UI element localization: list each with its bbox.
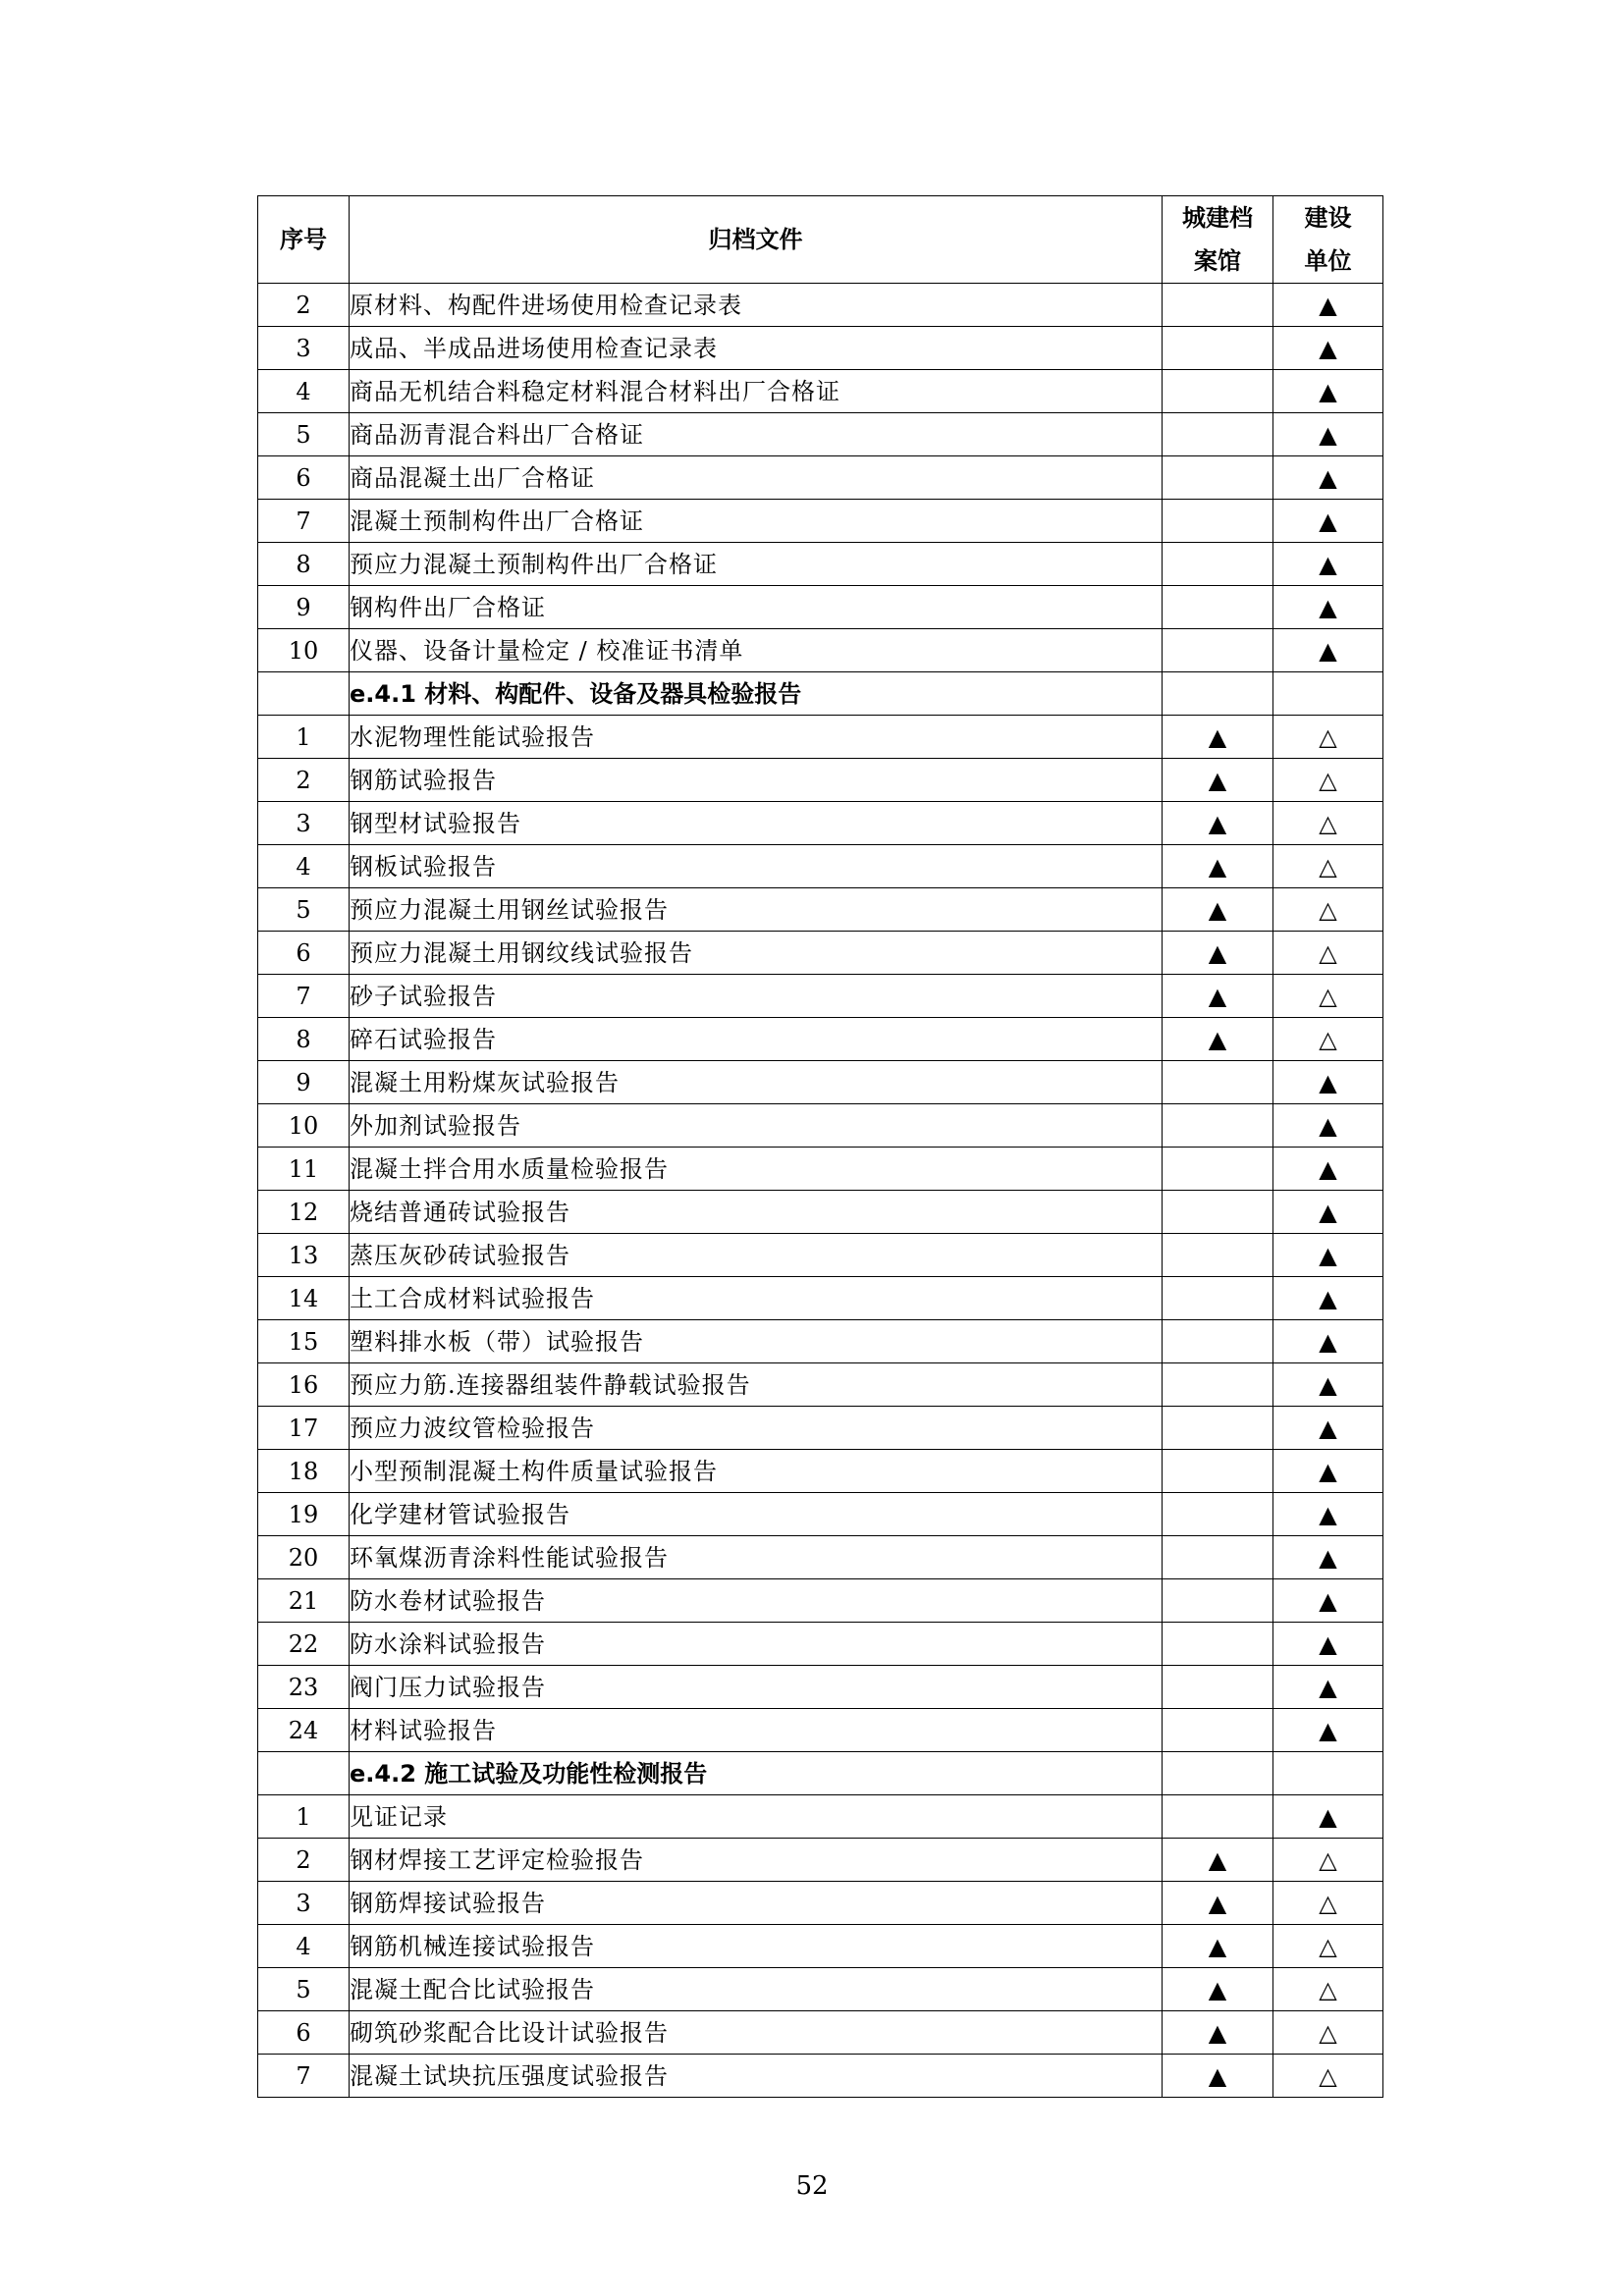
row-build-unit-mark: △ [1273,759,1383,802]
row-city-archive-mark [1163,1493,1273,1536]
table-row [258,1623,1383,1666]
row-build-unit-mark: ▲ [1273,1407,1383,1450]
row-build-unit-mark: △ [1273,845,1383,888]
row-seq-cell: 22 [258,1623,350,1666]
row-seq-cell: 23 [258,1666,350,1709]
table-row [258,1234,1383,1277]
row-seq-cell: 13 [258,1234,350,1277]
table-row [258,1148,1383,1191]
row-build-unit-mark: ▲ [1273,327,1383,370]
row-city-archive-mark [1163,370,1273,413]
row-city-archive-mark: ▲ [1163,845,1273,888]
row-document-cell: 钢型材试验报告 [350,802,1163,845]
table-row [258,1882,1383,1925]
row-build-unit-mark [1273,672,1383,716]
table-row [258,1925,1383,1968]
row-city-archive-mark: ▲ [1163,1839,1273,1882]
row-build-unit-mark: △ [1273,888,1383,932]
row-build-unit-mark: ▲ [1273,1450,1383,1493]
row-document-cell: 水泥物理性能试验报告 [350,716,1163,759]
header-build-unit-line2: 单位 [1304,247,1352,275]
table-row [258,1493,1383,1536]
table-row [258,759,1383,802]
table-row [258,1104,1383,1148]
table-row [258,1018,1383,1061]
row-build-unit-mark: ▲ [1273,1363,1383,1407]
row-city-archive-mark [1163,1407,1273,1450]
row-city-archive-mark: ▲ [1163,1925,1273,1968]
row-document-cell: 预应力混凝土预制构件出厂合格证 [350,543,1163,586]
table-row [258,1968,1383,2011]
row-build-unit-mark: △ [1273,1018,1383,1061]
row-seq-cell: 1 [258,716,350,759]
table-row [258,586,1383,629]
row-build-unit-mark [1273,1752,1383,1795]
row-seq-cell: 10 [258,629,350,672]
row-build-unit-mark: ▲ [1273,1148,1383,1191]
table-header-row [258,196,1383,284]
row-city-archive-mark [1163,672,1273,716]
row-city-archive-mark [1163,1234,1273,1277]
table-body [258,284,1383,2098]
row-build-unit-mark: △ [1273,802,1383,845]
table-row [258,543,1383,586]
row-city-archive-mark [1163,1148,1273,1191]
row-build-unit-mark: △ [1273,932,1383,975]
row-build-unit-mark: ▲ [1273,543,1383,586]
row-document-cell: 预应力筋.连接器组装件静载试验报告 [350,1363,1163,1407]
archive-table [257,195,1383,2098]
row-document-cell: e.4.2 施工试验及功能性检测报告 [350,1752,1163,1795]
row-document-cell: 混凝土试块抗压强度试验报告 [350,2055,1163,2098]
row-document-cell: 商品混凝土出厂合格证 [350,456,1163,500]
row-city-archive-mark [1163,1752,1273,1795]
row-city-archive-mark: ▲ [1163,975,1273,1018]
table-row [258,932,1383,975]
row-seq-cell: 20 [258,1536,350,1579]
row-document-cell: 钢筋焊接试验报告 [350,1882,1163,1925]
table-row [258,284,1383,327]
row-seq-cell: 3 [258,327,350,370]
row-document-cell: 土工合成材料试验报告 [350,1277,1163,1320]
row-city-archive-mark [1163,1579,1273,1623]
row-city-archive-mark [1163,1277,1273,1320]
row-build-unit-mark: ▲ [1273,586,1383,629]
table-row [258,1450,1383,1493]
row-document-cell: 小型预制混凝土构件质量试验报告 [350,1450,1163,1493]
row-document-cell: 烧结普通砖试验报告 [350,1191,1163,1234]
row-city-archive-mark: ▲ [1163,802,1273,845]
header-city-archive [1163,196,1273,284]
table-row [258,629,1383,672]
row-city-archive-mark: ▲ [1163,1968,1273,2011]
row-document-cell: 钢筋机械连接试验报告 [350,1925,1163,1968]
header-build-unit [1273,196,1383,284]
row-build-unit-mark: ▲ [1273,1061,1383,1104]
row-build-unit-mark: ▲ [1273,1320,1383,1363]
row-document-cell: 碎石试验报告 [350,1018,1163,1061]
row-city-archive-mark [1163,1061,1273,1104]
table-row [258,1795,1383,1839]
row-build-unit-mark: ▲ [1273,456,1383,500]
row-build-unit-mark: ▲ [1273,1795,1383,1839]
row-document-cell: 混凝土拌合用水质量检验报告 [350,1148,1163,1191]
row-build-unit-mark: ▲ [1273,1277,1383,1320]
row-seq-cell: 7 [258,500,350,543]
row-city-archive-mark [1163,327,1273,370]
row-seq-cell: 19 [258,1493,350,1536]
row-seq-cell: 3 [258,802,350,845]
row-city-archive-mark: ▲ [1163,2055,1273,2098]
row-city-archive-mark [1163,284,1273,327]
row-city-archive-mark [1163,1191,1273,1234]
row-build-unit-mark: △ [1273,2055,1383,2098]
row-build-unit-mark: ▲ [1273,284,1383,327]
table-row [258,1839,1383,1882]
row-build-unit-mark: ▲ [1273,1104,1383,1148]
section-row [258,1752,1383,1795]
row-city-archive-mark: ▲ [1163,932,1273,975]
page-number: 52 [795,2171,829,2201]
row-seq-cell: 14 [258,1277,350,1320]
row-build-unit-mark: ▲ [1273,1536,1383,1579]
table-row [258,1709,1383,1752]
row-city-archive-mark: ▲ [1163,1018,1273,1061]
row-city-archive-mark: ▲ [1163,716,1273,759]
row-build-unit-mark: ▲ [1273,1234,1383,1277]
header-city-archive-line2: 案馆 [1194,247,1241,275]
row-build-unit-mark: ▲ [1273,1493,1383,1536]
table-row [258,1277,1383,1320]
row-city-archive-mark [1163,413,1273,456]
row-document-cell: 外加剂试验报告 [350,1104,1163,1148]
table-row [258,456,1383,500]
row-seq-cell: 6 [258,932,350,975]
row-seq-cell: 9 [258,586,350,629]
row-seq-cell: 24 [258,1709,350,1752]
row-seq-cell: 5 [258,888,350,932]
row-document-cell: 蒸压灰砂砖试验报告 [350,1234,1163,1277]
row-document-cell: 混凝土用粉煤灰试验报告 [350,1061,1163,1104]
row-build-unit-mark: △ [1273,2011,1383,2055]
row-build-unit-mark: ▲ [1273,1623,1383,1666]
row-city-archive-mark [1163,456,1273,500]
row-document-cell: 钢材焊接工艺评定检验报告 [350,1839,1163,1882]
row-city-archive-mark [1163,1363,1273,1407]
row-document-cell: 见证记录 [350,1795,1163,1839]
table-row [258,1363,1383,1407]
row-city-archive-mark [1163,543,1273,586]
row-city-archive-mark: ▲ [1163,1882,1273,1925]
row-document-cell: 砂子试验报告 [350,975,1163,1018]
header-city-archive-line1: 城建档 [1182,204,1253,232]
table-row [258,1579,1383,1623]
row-document-cell: 预应力混凝土用钢丝试验报告 [350,888,1163,932]
row-seq-cell: 5 [258,413,350,456]
row-document-cell: 混凝土配合比试验报告 [350,1968,1163,2011]
table-row [258,888,1383,932]
section-row [258,672,1383,716]
row-city-archive-mark [1163,1623,1273,1666]
row-build-unit-mark: ▲ [1273,1709,1383,1752]
row-build-unit-mark: △ [1273,975,1383,1018]
row-city-archive-mark [1163,1104,1273,1148]
row-seq-cell [258,672,350,716]
table-row [258,1666,1383,1709]
row-seq-cell: 7 [258,2055,350,2098]
row-seq-cell: 6 [258,456,350,500]
table-row [258,1407,1383,1450]
row-document-cell: 防水涂料试验报告 [350,1623,1163,1666]
table-row [258,1320,1383,1363]
table-row [258,716,1383,759]
row-seq-cell: 4 [258,370,350,413]
table-row [258,2055,1383,2098]
row-seq-cell: 7 [258,975,350,1018]
row-seq-cell: 17 [258,1407,350,1450]
row-document-cell: 原材料、构配件进场使用检查记录表 [350,284,1163,327]
table-row [258,975,1383,1018]
table-row [258,370,1383,413]
row-document-cell: 阀门压力试验报告 [350,1666,1163,1709]
header-seq: 序号 [258,196,350,284]
row-document-cell: 成品、半成品进场使用检查记录表 [350,327,1163,370]
header-build-unit-line1: 建设 [1304,204,1352,232]
row-build-unit-mark: △ [1273,1925,1383,1968]
row-seq-cell: 9 [258,1061,350,1104]
row-seq-cell [258,1752,350,1795]
row-document-cell: e.4.1 材料、构配件、设备及器具检验报告 [350,672,1163,716]
row-document-cell: 钢构件出厂合格证 [350,586,1163,629]
row-seq-cell: 1 [258,1795,350,1839]
row-build-unit-mark: ▲ [1273,1666,1383,1709]
row-city-archive-mark [1163,1709,1273,1752]
row-build-unit-mark: △ [1273,1968,1383,2011]
row-document-cell: 材料试验报告 [350,1709,1163,1752]
row-seq-cell: 5 [258,1968,350,2011]
row-seq-cell: 8 [258,543,350,586]
row-city-archive-mark [1163,586,1273,629]
row-document-cell: 仪器、设备计量检定 / 校准证书清单 [350,629,1163,672]
row-seq-cell: 21 [258,1579,350,1623]
row-seq-cell: 6 [258,2011,350,2055]
row-city-archive-mark [1163,1450,1273,1493]
row-seq-cell: 16 [258,1363,350,1407]
row-city-archive-mark [1163,500,1273,543]
row-seq-cell: 2 [258,1839,350,1882]
table-row [258,413,1383,456]
row-document-cell: 预应力混凝土用钢纹线试验报告 [350,932,1163,975]
table-row [258,802,1383,845]
row-city-archive-mark: ▲ [1163,888,1273,932]
row-build-unit-mark: ▲ [1273,1191,1383,1234]
table-row [258,1061,1383,1104]
row-document-cell: 砌筑砂浆配合比设计试验报告 [350,2011,1163,2055]
table-row [258,327,1383,370]
row-city-archive-mark [1163,1320,1273,1363]
row-city-archive-mark: ▲ [1163,2011,1273,2055]
row-document-cell: 塑料排水板（带）试验报告 [350,1320,1163,1363]
row-build-unit-mark: ▲ [1273,500,1383,543]
row-seq-cell: 12 [258,1191,350,1234]
table-row [258,1191,1383,1234]
row-seq-cell: 4 [258,1925,350,1968]
row-seq-cell: 2 [258,759,350,802]
row-seq-cell: 11 [258,1148,350,1191]
row-document-cell: 预应力波纹管检验报告 [350,1407,1163,1450]
header-document: 归档文件 [350,196,1163,284]
table-row [258,845,1383,888]
row-seq-cell: 18 [258,1450,350,1493]
row-build-unit-mark: ▲ [1273,370,1383,413]
row-city-archive-mark [1163,1795,1273,1839]
table-row [258,500,1383,543]
row-build-unit-mark: ▲ [1273,629,1383,672]
row-seq-cell: 4 [258,845,350,888]
row-build-unit-mark: ▲ [1273,413,1383,456]
row-document-cell: 商品无机结合料稳定材料混合材料出厂合格证 [350,370,1163,413]
row-city-archive-mark: ▲ [1163,759,1273,802]
row-build-unit-mark: ▲ [1273,1579,1383,1623]
row-city-archive-mark [1163,629,1273,672]
table-row [258,2011,1383,2055]
row-document-cell: 化学建材管试验报告 [350,1493,1163,1536]
row-document-cell: 防水卷材试验报告 [350,1579,1163,1623]
row-seq-cell: 3 [258,1882,350,1925]
row-seq-cell: 8 [258,1018,350,1061]
row-city-archive-mark [1163,1536,1273,1579]
table-row [258,1536,1383,1579]
row-build-unit-mark: △ [1273,1882,1383,1925]
row-seq-cell: 15 [258,1320,350,1363]
row-build-unit-mark: △ [1273,1839,1383,1882]
row-document-cell: 钢板试验报告 [350,845,1163,888]
row-city-archive-mark [1163,1666,1273,1709]
row-build-unit-mark: △ [1273,716,1383,759]
row-seq-cell: 2 [258,284,350,327]
row-document-cell: 环氧煤沥青涂料性能试验报告 [350,1536,1163,1579]
row-seq-cell: 10 [258,1104,350,1148]
row-document-cell: 商品沥青混合料出厂合格证 [350,413,1163,456]
row-document-cell: 钢筋试验报告 [350,759,1163,802]
row-document-cell: 混凝土预制构件出厂合格证 [350,500,1163,543]
